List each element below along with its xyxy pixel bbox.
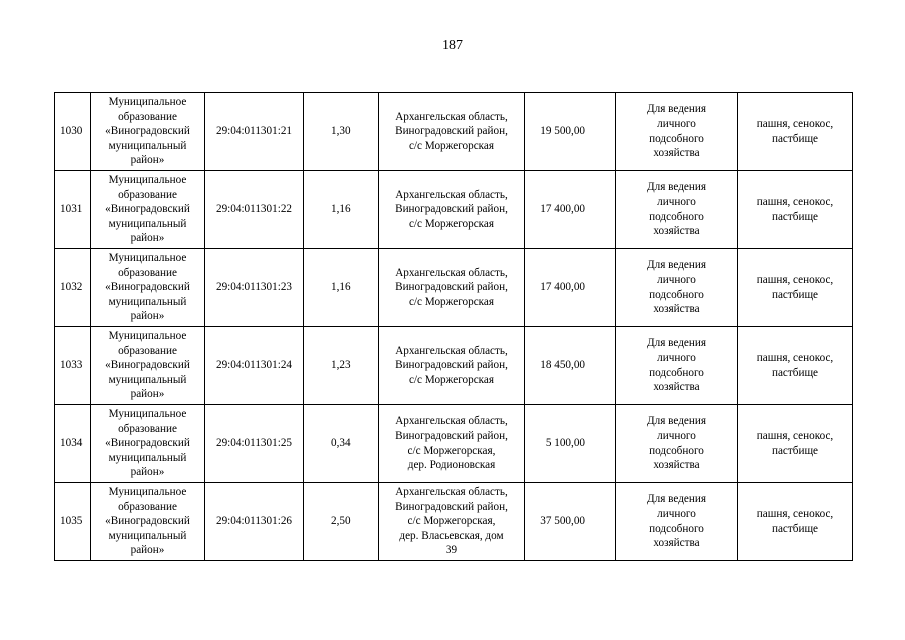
land-type-cell: пашня, сенокос, пастбище <box>738 405 853 483</box>
row-number-cell: 1035 <box>55 483 91 561</box>
cadastral-number-cell: 29:04:011301:25 <box>205 405 304 483</box>
owner-cell: Муниципальное образование «Виноградовский муниципальный район» <box>91 327 205 405</box>
cadastral-number-cell: 29:04:011301:22 <box>205 171 304 249</box>
area-cell: 1,23 <box>304 327 379 405</box>
land-type-cell: пашня, сенокос, пастбище <box>738 93 853 171</box>
price-cell: 5 100,00 <box>525 405 616 483</box>
row-number-cell: 1032 <box>55 249 91 327</box>
area-cell: 1,30 <box>304 93 379 171</box>
row-number-cell: 1031 <box>55 171 91 249</box>
purpose-cell: Для ведения личного подсобного хозяйства <box>616 327 738 405</box>
price-cell: 37 500,00 <box>525 483 616 561</box>
land-plots-table <box>54 92 853 561</box>
page-number: 187 <box>442 38 463 53</box>
area-cell: 1,16 <box>304 249 379 327</box>
purpose-cell: Для ведения личного подсобного хозяйства <box>616 171 738 249</box>
land-type-cell: пашня, сенокос, пастбище <box>738 171 853 249</box>
address-cell: Архангельская область, Виноградовский район, с/с Моржегорская <box>379 93 525 171</box>
land-type-cell: пашня, сенокос, пастбище <box>738 483 853 561</box>
cadastral-number-cell: 29:04:011301:26 <box>205 483 304 561</box>
area-cell: 1,16 <box>304 171 379 249</box>
address-cell: Архангельская область, Виноградовский район, с/с Моржегорская <box>379 249 525 327</box>
area-cell: 2,50 <box>304 483 379 561</box>
owner-cell: Муниципальное образование «Виноградовский муниципальный район» <box>91 93 205 171</box>
table-row <box>55 405 853 483</box>
price-cell: 19 500,00 <box>525 93 616 171</box>
area-cell: 0,34 <box>304 405 379 483</box>
table-row <box>55 483 853 561</box>
row-number-cell: 1033 <box>55 327 91 405</box>
address-cell: Архангельская область, Виноградовский район, с/с Моржегорская <box>379 171 525 249</box>
owner-cell: Муниципальное образование «Виноградовский муниципальный район» <box>91 171 205 249</box>
purpose-cell: Для ведения личного подсобного хозяйства <box>616 249 738 327</box>
row-number-cell: 1030 <box>55 93 91 171</box>
address-cell: Архангельская область, Виноградовский район, с/с Моржегорская, дер. Власьевская, дом 39 <box>379 483 525 561</box>
land-type-cell: пашня, сенокос, пастбище <box>738 327 853 405</box>
purpose-cell: Для ведения личного подсобного хозяйства <box>616 93 738 171</box>
land-type-cell: пашня, сенокос, пастбище <box>738 249 853 327</box>
cadastral-number-cell: 29:04:011301:23 <box>205 249 304 327</box>
price-cell: 17 400,00 <box>525 171 616 249</box>
price-cell: 17 400,00 <box>525 249 616 327</box>
cadastral-number-cell: 29:04:011301:21 <box>205 93 304 171</box>
address-cell: Архангельская область, Виноградовский район, с/с Моржегорская, дер. Родионовская <box>379 405 525 483</box>
table-row <box>55 93 853 171</box>
owner-cell: Муниципальное образование «Виноградовский муниципальный район» <box>91 249 205 327</box>
address-cell: Архангельская область, Виноградовский район, с/с Моржегорская <box>379 327 525 405</box>
purpose-cell: Для ведения личного подсобного хозяйства <box>616 483 738 561</box>
owner-cell: Муниципальное образование «Виноградовский муниципальный район» <box>91 405 205 483</box>
row-number-cell: 1034 <box>55 405 91 483</box>
table-row <box>55 327 853 405</box>
purpose-cell: Для ведения личного подсобного хозяйства <box>616 405 738 483</box>
table-row <box>55 171 853 249</box>
price-cell: 18 450,00 <box>525 327 616 405</box>
table-row <box>55 249 853 327</box>
cadastral-number-cell: 29:04:011301:24 <box>205 327 304 405</box>
owner-cell: Муниципальное образование «Виноградовский муниципальный район» <box>91 483 205 561</box>
